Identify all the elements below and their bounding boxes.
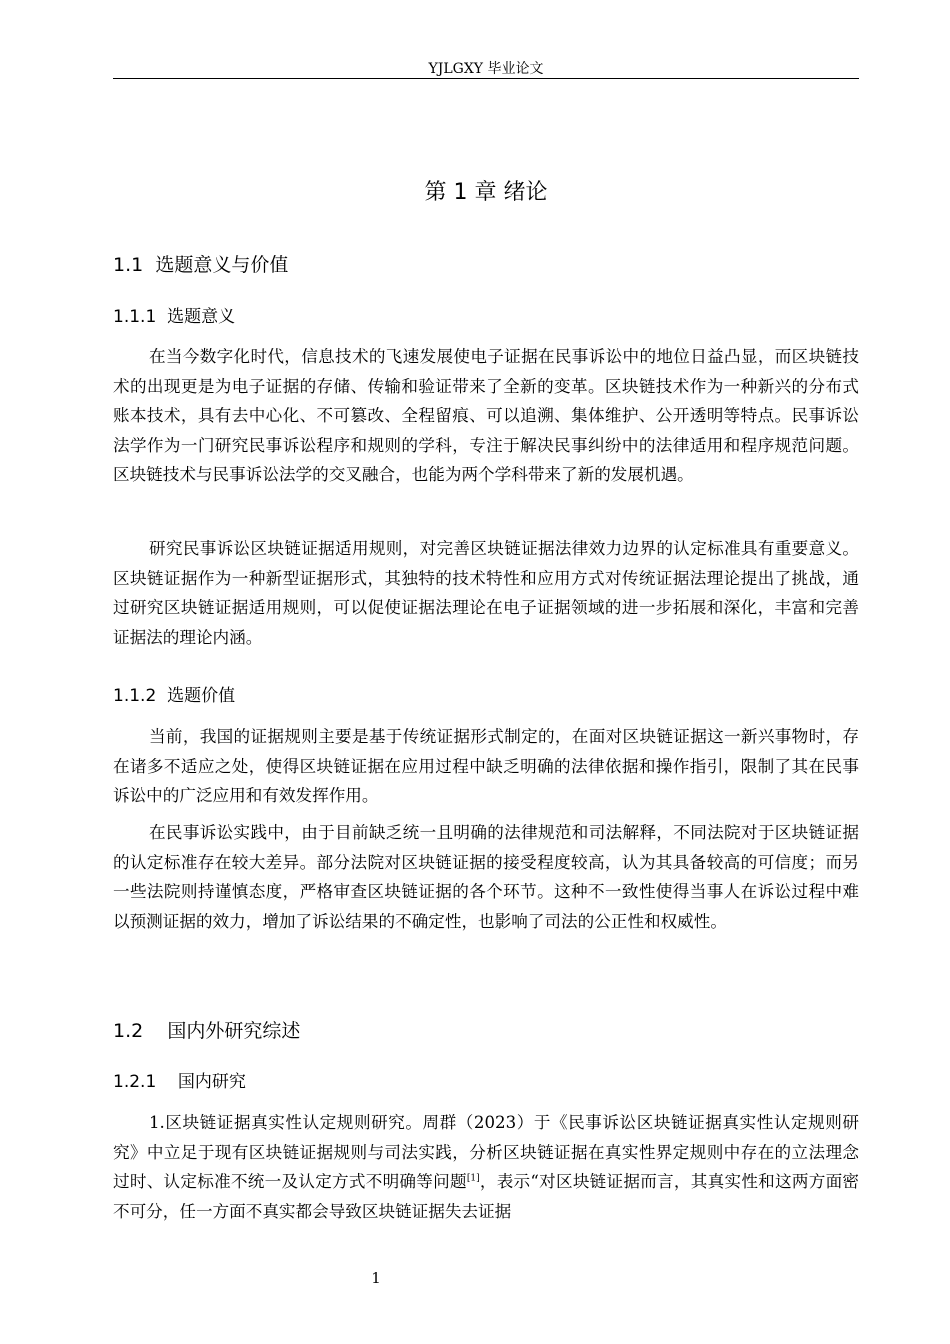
body-paragraph: 在当今数字化时代，信息技术的飞速发展使电子证据在民事诉讼中的地位日益凸显，而区块链技术的出现更是为电子证据的存储、传输和验证带来了全新的变革。区块链技术作为一种新兴的分布式账本技术，具有去中心化、不可篡改、全程留痕、可以追溯、集体维护、公开透明等特点。民事诉讼法学作为一门研究民事诉讼程序和规则的学科，专注于解决民事纠纷中的法律适用和程序规范问题。区块链技术与民事诉讼法学的交叉融合，也能为两个学科带来了新的发展机遇。: [113, 347, 859, 484]
running-title: YJLGXY 毕业论文: [428, 61, 544, 77]
section-number: 1.1: [113, 254, 144, 276]
section-title: 国内研究: [177, 1072, 246, 1092]
section-title: 国内外研究综述: [167, 1020, 301, 1042]
header-rule: [113, 78, 859, 79]
chapter-title: 第 1 章 绪论: [424, 180, 548, 205]
section-heading-1-2: [113, 1018, 300, 1044]
body-paragraph: [113, 1108, 859, 1226]
section-number: 1.2.1: [113, 1072, 157, 1092]
body-paragraph: 当前，我国的证据规则主要是基于传统证据形式制定的，在面对区块链证据这一新兴事物时，存在诸多不适应之处，使得区块链证据在应用过程中缺乏明确的法律依据和操作指引，限制了其在民事诉讼中的广泛应用和有效发挥作用。: [113, 727, 859, 805]
body-paragraph: 在民事诉讼实践中，由于目前缺乏统一且明确的法律规范和司法解释，不同法院对于区块链证据的认定标准存在较大差异。部分法院对区块链证据的接受程度较高，认为其具备较高的可信度；而另一些法院则持谨慎态度，严格审查区块链证据的各个环节。这种不一致性使得当事人在诉讼过程中难以预测证据的效力，增加了诉讼结果的不确定性，也影响了司法的公正性和权威性。: [113, 823, 859, 931]
paragraph-text: 1.区块链证据真实性认定规则研究。周群（2023）于《民事诉讼区块链证据真实性认定规则研究》中立足于现有区块链证据规则与司法实践，分析区块链证据在真实性界定规则中存在的立法理念过时、认定标准不统一及认定方式不明确等问题: [113, 1113, 859, 1191]
citation-link[interactable]: [1]: [466, 1173, 480, 1184]
section-number: 1.1.1: [113, 307, 157, 327]
section-heading-1-2-1: [113, 1070, 246, 1094]
paragraph-text: ，表示“对区块链证据而言，其真实性和这两方面密不可分，任一方面不真实都会导致区块链证据失去证据: [113, 1172, 860, 1221]
section-number: 1.2: [113, 1020, 144, 1042]
section-heading-1-1-1: [113, 305, 235, 329]
section-title: 选题意义: [167, 307, 236, 327]
section-title: 选题价值: [167, 686, 236, 706]
section-heading-1-1-2: [113, 684, 235, 708]
body-paragraph: 研究民事诉讼区块链证据适用规则，对完善区块链证据法律效力边界的认定标准具有重要意义。区块链证据作为一种新型证据形式，其独特的技术特性和应用方式对传统证据法理论提出了挑战，通过研究区块链证据适用规则，可以促使证据法理论在电子证据领域的进一步拓展和深化，丰富和完善证据法的理论内涵。: [113, 539, 859, 647]
section-title: 选题意义与价值: [155, 254, 289, 276]
section-heading-1-1: [113, 252, 288, 278]
section-number: 1.1.2: [113, 686, 157, 706]
page-number: 1: [371, 1269, 381, 1287]
